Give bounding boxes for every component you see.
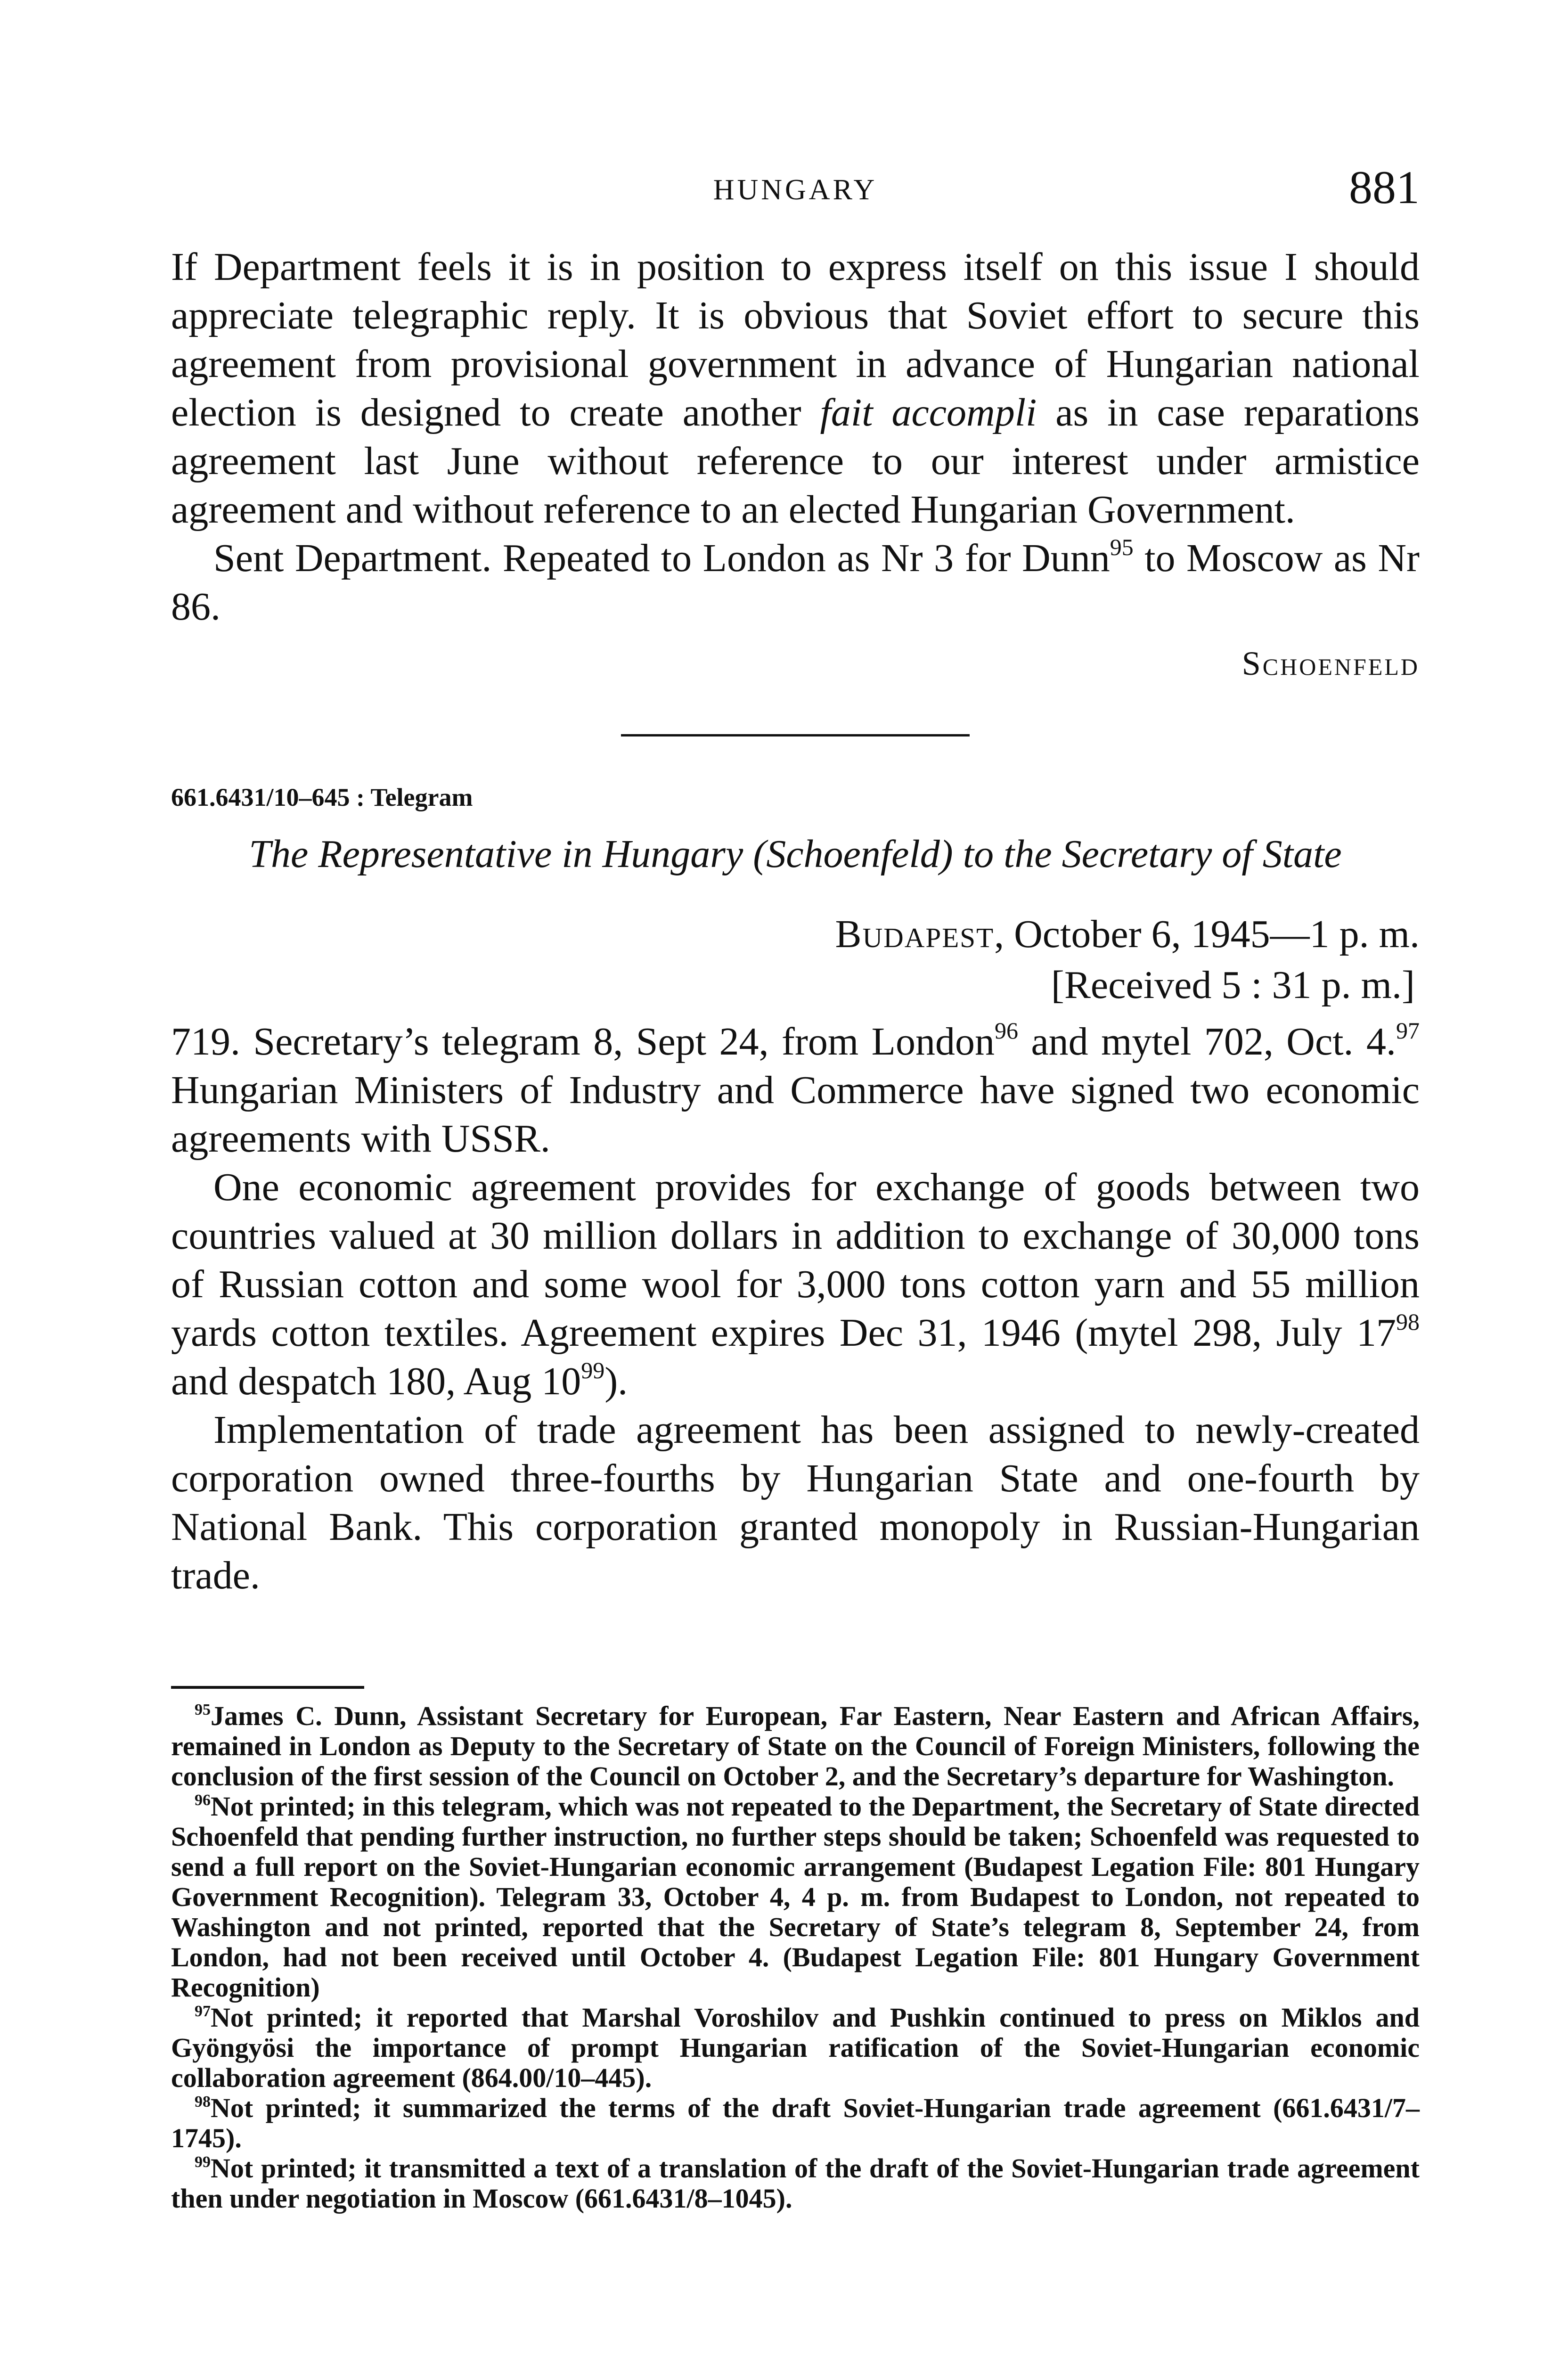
signature: Schoenfeld	[1241, 645, 1420, 682]
footnote-ref: 99	[581, 1357, 605, 1383]
paragraph-implementation: Implementation of trade agreement has been assigned to newly-created corporation owned three-fourths by Hungarian State and one-fourth by National Bank. This corporation granted monopoly in Russian-Hungarian trade.	[171, 1408, 1420, 1597]
footnote-mark: 98	[195, 2093, 211, 2111]
footnote-rule	[171, 1686, 364, 1689]
footnote-mark: 97	[195, 2003, 211, 2020]
footnote-ref: 98	[1396, 1309, 1420, 1335]
paragraph-continuation: If Department feels it is in position to express itself on this issue I should appreciate telegraphic reply. It is obvious that Soviet effort to secure this agreement from provisional government in advance of Hungarian national election is designed to create another fait accompli as in case reparations agreement last June without reference to our interest under armistice agreement and without reference to an elected Hungarian Government.	[171, 245, 1420, 532]
place: Budapest	[835, 912, 995, 956]
dateline	[171, 909, 1420, 1011]
running-head-title: HUNGARY	[713, 174, 878, 206]
footnote-mark: 95	[195, 1701, 211, 1718]
document-heading: The Representative in Hungary (Schoenfeld) to the Secretary of State	[249, 832, 1342, 876]
footnote-ref: 95	[1110, 534, 1134, 560]
paragraph-sent: Sent Department. Repeated to London as Nr 3 for Dunn$^{95}$ to Moscow as Nr 86.	[171, 534, 1420, 629]
footnotes	[171, 1701, 1420, 2214]
running-head	[171, 160, 1420, 221]
section-divider	[621, 734, 970, 736]
paragraph-economic-agreement: One economic agreement provides for exchange of goods between two countries valued at 30 million dollars in addition to exchange of 30,000 tons of Russian cotton and some wool for 3,000 tons cotton yarn and 55 million yards cotton textiles. Agreement expires Dec 31, 1946 (mytel 298, July $17^{98}$ and despatch 180, Aug $10^{99}$).	[171, 1165, 1420, 1403]
footnote-ref: 96	[994, 1017, 1018, 1044]
footnote: $^{97}$Not printed; it reported that Marshal Voroshilov and Pushkin continued to press on Miklos and Gyöngyösi the importance of prompt Hungarian ratification of the Soviet-Hungarian economic collaboration agreement (864.00/10–445).	[171, 2002, 1420, 2093]
footnote-ref: 97	[1396, 1017, 1420, 1044]
footnote: $^{98}$Not printed; it summarized the terms of the draft Soviet-Hungarian trade agreement (661.6431/7–1745).	[171, 2093, 1420, 2153]
footnote: $^{95}$James C. Dunn, Assistant Secretary for European, Far Eastern, Near Eastern and African Affairs, remained in London as Deputy to the Secretary of State on the Council of Foreign Ministers, following the conclusion of the first session of the Council on October 2, and the Secretary’s departure for Washington.	[171, 1701, 1420, 1792]
received-time: [Received 5 : 31 p. m.]	[1051, 963, 1415, 1007]
paragraph-719: 719. Secretary’s telegram 8, Sept 24, from London$^{96}$ and mytel 702, Oct. 4.97 Hungarian Ministers of Industry and Commerce have signed two economic agreements with USSR.	[171, 1017, 1420, 1161]
main-text	[171, 243, 1420, 1600]
footnote: $^{99}$Not printed; it transmitted a text of a translation of the draft of the Soviet-Hungarian trade agreement then under negotiation in Moscow (661.6431/8–1045).	[171, 2153, 1420, 2214]
footnote-mark: 96	[195, 1792, 211, 1809]
footnote: $^{96}$Not printed; in this telegram, which was not repeated to the Department, the Secretary of State directed Schoenfeld that pending further instruction, no further steps should be taken; Schoenfeld was requested to send a full report on the Soviet-Hungarian economic arrangement (Budapest Legation File: 801 Hungary Government Recognition). Telegram 33, October 4, 4 p. m. from Budapest to London, not repeated to Washington and not printed, reported that the Secretary of State’s telegram 8, September 24, from London, had not been received until October 4. (Budapest Legation File: 801 Hungary Government Recognition)	[171, 1791, 1420, 2003]
file-number: 661.6431/10–645 : Telegram	[171, 783, 473, 811]
italic-phrase: fait accompli	[820, 391, 1037, 434]
page-number: 881	[1349, 161, 1420, 213]
footnote-mark: 99	[195, 2153, 211, 2171]
date: , October 6, 1945—1 p. m.	[994, 912, 1420, 956]
